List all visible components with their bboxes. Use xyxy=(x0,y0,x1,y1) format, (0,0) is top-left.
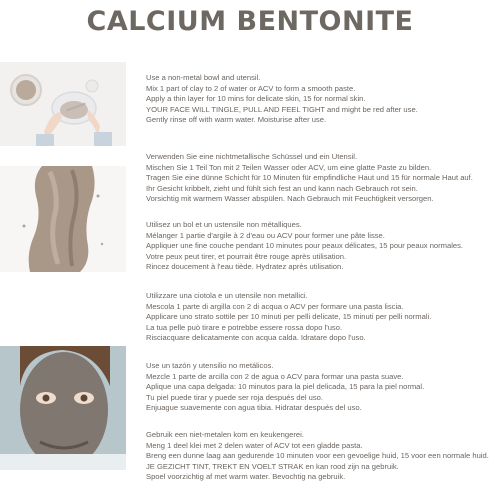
instructions-spanish: Use un tazón y utensilio no metálicos. Mezcle 1 parte de arcilla con 2 de agua o ACV para formar una pasta suave. Aplique una capa delgada: 10 minutos para la piel delicada, 15 para la piel normal. Tu piel puede tirar y puede ser roja después del uso. Enjuague suavemente con agua tibia. Hidratar después del uso. xyxy=(146,361,425,412)
page-title: CALCIUM BENTONITE xyxy=(86,6,414,37)
mixing-bowl-photo xyxy=(0,62,126,146)
instructions-french: Utilisez un bol et un ustensile non métalliques. Mélanger 1 partie d'argile à 2 d'eau ou ACV pour former une pâte lisse. Appliquer une fine couche pendant 10 minutes pour peaux délicates, 15 pour peaux normales. Votre peux peut tirer, et pourrait être rouge après utilisation. Rincez doucement à l'eau tiède. Hydratez après utilisation. xyxy=(146,220,464,271)
instructions-italian: Utilizzare una ciotola e un utensile non metallici. Mescola 1 parte di argilla con 2 di acqua o ACV per formare una pasta liscia. Applicare uno strato sottile per 10 minuti per pelli delicate, 15 minuti per pelli normali. La tua pelle può tirare e potrebbe essere rossa dopo l'uso. Risciacquare delicatamente con acqua calda. Idratare dopo l'uso. xyxy=(146,291,432,342)
instructions-dutch: Gebruik een niet-metalen kom en keukengerei. Meng 1 deel klei met 2 delen water of ACV tot een gladde pasta. Breng een dunne laag aan gedurende 10 minuten voor een gevoelige huid, 15 voor een normale huid. JE GEZICHT TINT, TREKT EN VOELT STRAK en kan rood zijn na gebruik. Spoel voorzichtig af met warm water. Bevochtig na gebruik. xyxy=(146,430,489,481)
face-mask-photo xyxy=(0,346,126,470)
clay-smear-photo xyxy=(0,166,126,272)
instructions-english: Use a non-metal bowl and utensil. Mix 1 part of clay to 2 of water or ACV to form a smooth paste. Apply a thin layer for 10 mins for delicate skin, 15 for normal skin. YOUR FACE WILL TINGLE, PULL AND FEEL TIGHT and might be red after use. Gently rinse off with warm water. Moisturise after use. xyxy=(146,73,418,124)
instructions-german: Verwenden Sie eine nichtmetallische Schüssel und ein Utensil. Mischen Sie 1 Teil Ton mit 2 Teilen Wasser oder ACV, um eine glatte Paste zu bilden. Tragen Sie eine dünne Schicht für 10 Minuten für empfindliche Haut und 15 für normale Haut auf. Ihr Gesicht kribbelt, zieht und fühlt sich fest an und kann nach Gebrauch rot sein. Vorsichtig mit warmem Wasser abspülen. Nach Gebrauch mit Feuchtigkeit versorgen. xyxy=(146,152,473,203)
